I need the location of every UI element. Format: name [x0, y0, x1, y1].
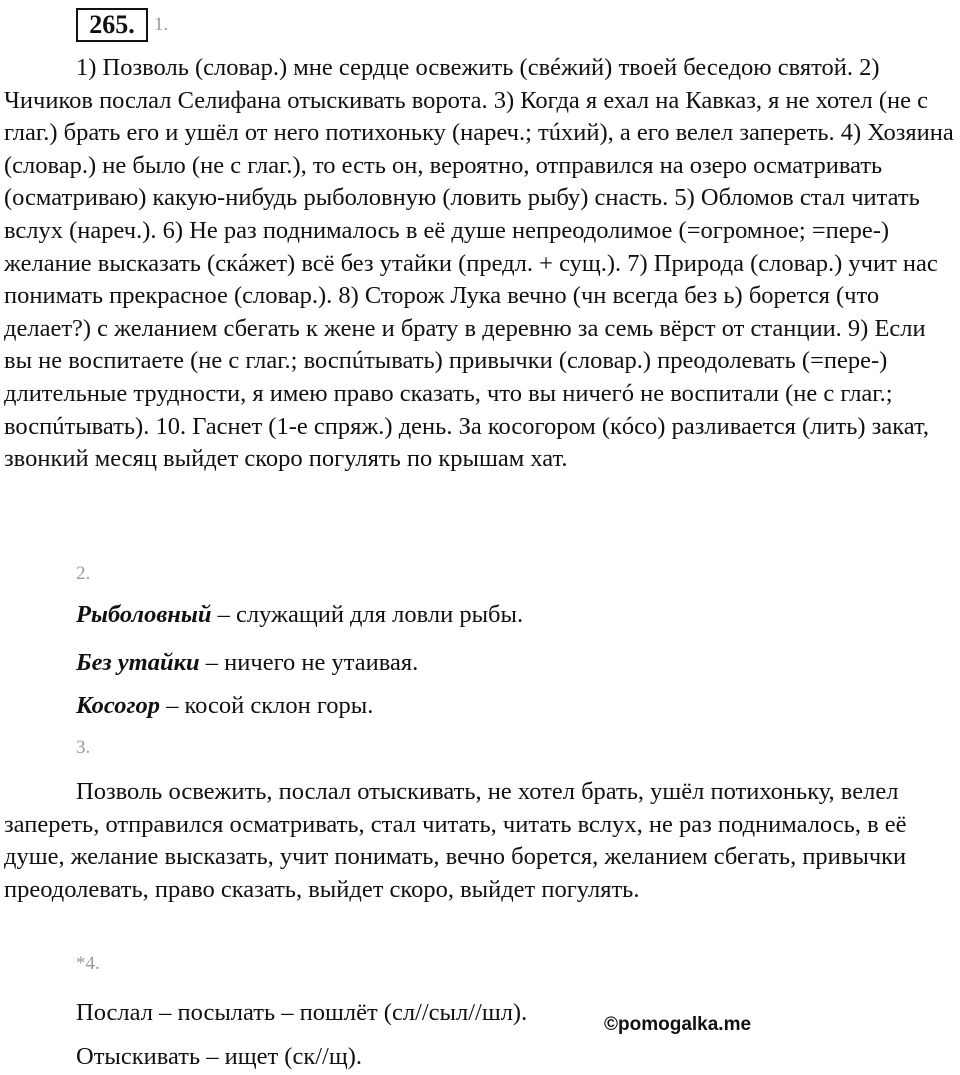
definition-bez-utaiki	[76, 649, 418, 677]
exercise-number: 265.	[76, 8, 148, 42]
watermark: ©pomogalka.me	[604, 1014, 752, 1035]
word-root-line: Послал – посылать – пошлёт (сл//сыл//шл).	[76, 999, 528, 1026]
exercise-text: 1) Позволь (словар.) мне сердце освежить (свéжий) твоей беседою святой. 2) Чичиков послал Селифана отыскивать ворота. 3) Когда я ехал на Кавказ, я не хотел (не с глаг.) брать его и ушёл от него потихоньку (нареч.; тúхий), а его велел запереть. 4) Хозяина (словар.) не было (не с глаг.), то есть он, вероятно, отправился на озеро осматривать (осматриваю) какую-нибудь рыболовную (ловить рыбу) снасть. 5) Обломов стал читать вслух (нареч.). 6) Не раз поднималось в её душе непреодолимое (=огромное; =пере-) желание высказать (скáжет) всё без утайки (предл. + сущ.). 7) Природа (словар.) учит нас понимать прекрасное (словар.). 8) Сторож Лука вечно (чн всегда без ь) борется (что делает?) с желанием сбегать к жене и брату в деревню за семь вёрст от станции. 9) Если вы не воспитаете (не с глаг.; воспúтывать) привычки (словар.) преодолевать (=пере-) длительные трудности, я имею право сказать, что вы ничегó не воспитали (не с глаг.; воспúтывать). 10. Гаснет (1-е спряж.) день. За косогором (кóсо) разливается (лить) закат, звонкий месяц выйдет скоро погулять по крышам хат.	[4, 54, 954, 473]
definition-term: Рыболовный	[76, 601, 212, 628]
definition-text: – косой склон горы.	[160, 692, 374, 719]
definition-rybolovny	[76, 601, 523, 629]
definition-term: Косогор	[76, 692, 160, 719]
section-number-2: 2.	[76, 563, 91, 584]
section-number-3: 3.	[76, 737, 91, 758]
definition-text: – ничего не утаивая.	[199, 649, 419, 676]
phrases-text: Позволь освежить, послал отыскивать, не хотел брать, ушёл потихоньку, велел запереть, отправился осматривать, стал читать, читать вслух, не раз поднималось, в её душе, желание высказать, учит понимать, вечно борется, желанием сбегать, привычки преодолевать, право сказать, выйдет скоро, выйдет погулять.	[4, 778, 907, 903]
exercise-text-paragraph	[4, 52, 954, 476]
definition-term: Без утайки	[76, 649, 200, 676]
phrases-paragraph	[4, 776, 954, 906]
section-number-1: 1.	[154, 14, 169, 35]
definition-text: – служащий для ловли рыбы.	[211, 601, 524, 628]
definition-kosogor	[76, 692, 373, 720]
word-root-line: Отыскивать – ищет (ск//щ).	[76, 1043, 362, 1070]
section-number-4: *4.	[76, 953, 100, 974]
